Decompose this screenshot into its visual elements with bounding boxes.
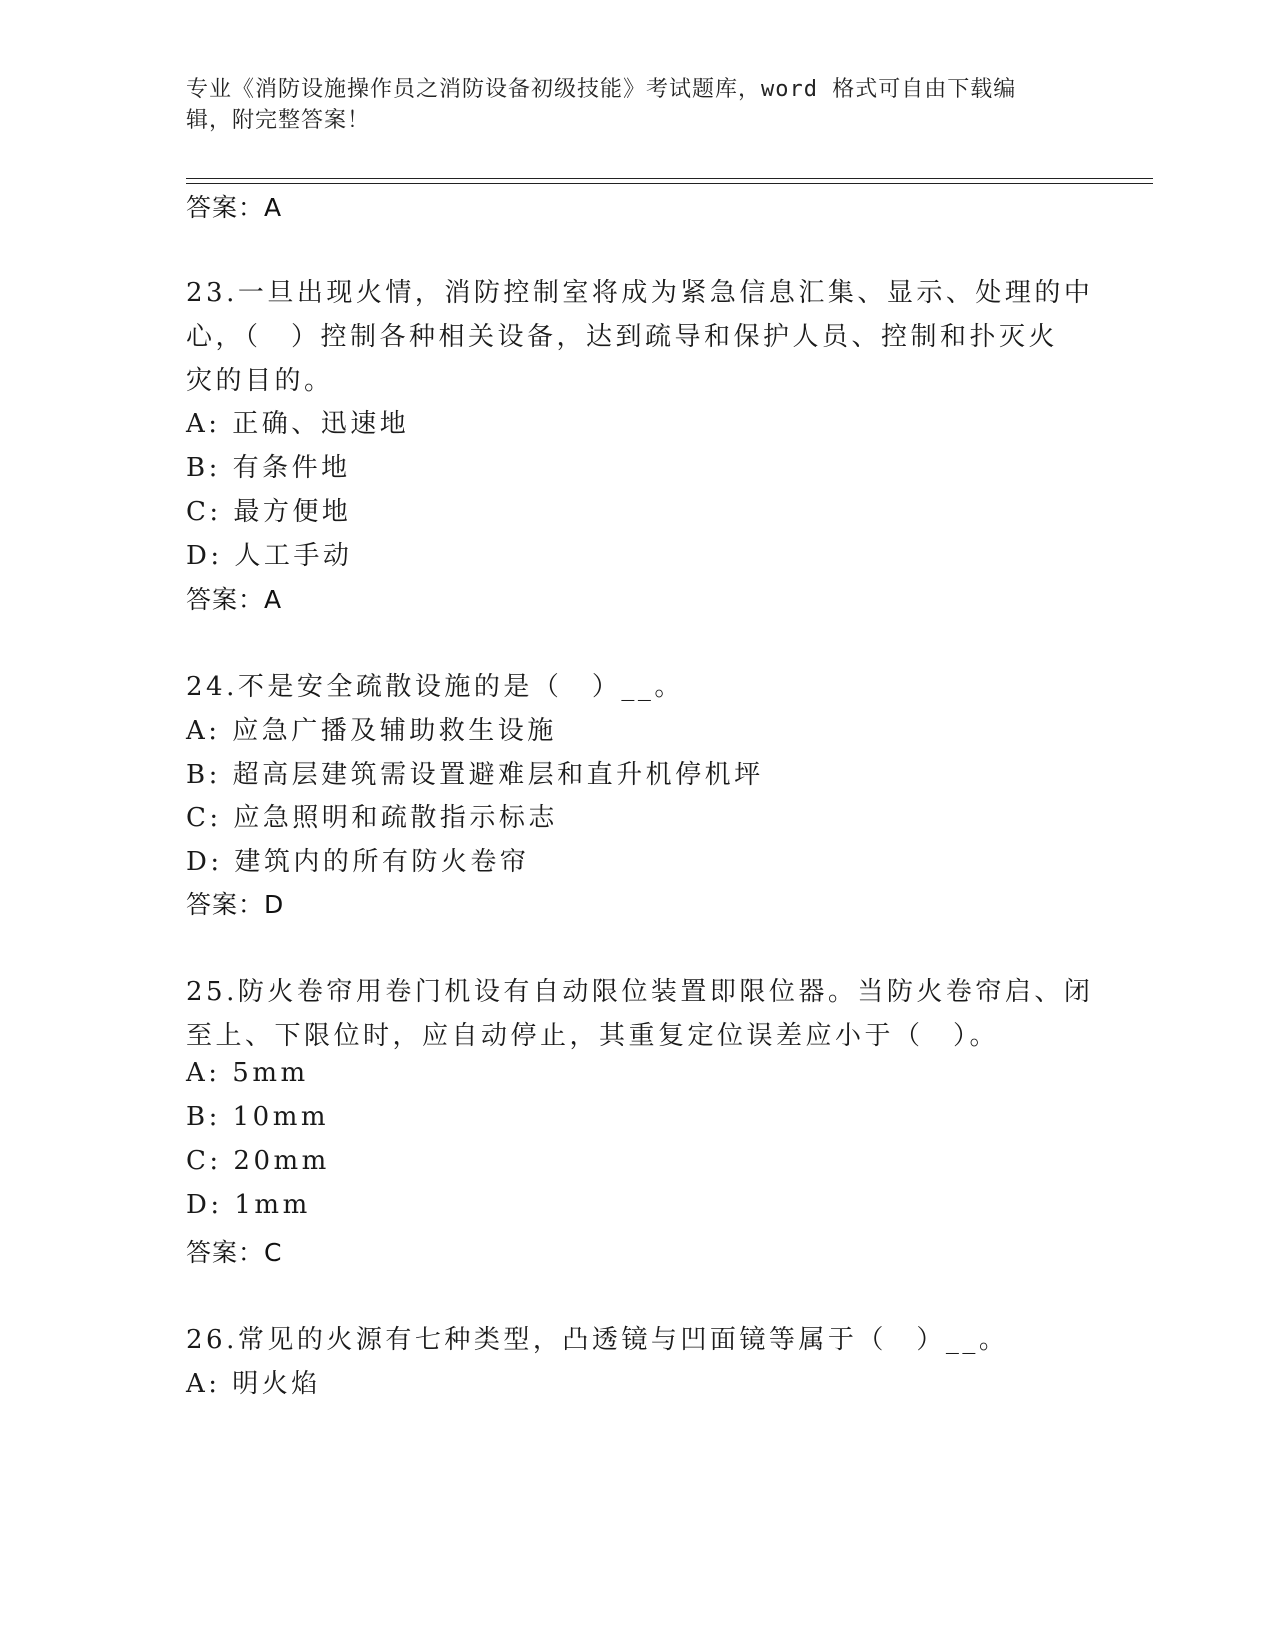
previous-answer: 答案：A bbox=[186, 193, 283, 222]
question-25-option-d: D: 1mm bbox=[186, 1190, 311, 1220]
question-23-option-b: B: 有条件地 bbox=[186, 453, 351, 483]
document-header bbox=[186, 74, 1066, 136]
question-26-option-a: A: 明火焰 bbox=[186, 1369, 321, 1399]
question-25-stem-line-2: 至上、下限位时，应自动停止，其重复定位误差应小于（ ）。 bbox=[186, 1021, 1000, 1051]
question-23-answer: 答案：A bbox=[186, 585, 283, 614]
question-24-option-b: B: 超高层建筑需设置避难层和直升机停机坪 bbox=[186, 760, 764, 790]
question-25-option-c: C: 20mm bbox=[186, 1146, 330, 1176]
question-25-stem-line-1: 25.防火卷帘用卷门机设有自动限位装置即限位器。当防火卷帘启、闭 bbox=[186, 977, 1094, 1007]
question-24-option-c: C: 应急照明和疏散指示标志 bbox=[186, 803, 558, 833]
question-23-option-d: D: 人工手动 bbox=[186, 541, 353, 571]
question-24-option-a: A: 应急广播及辅助救生设施 bbox=[186, 716, 557, 746]
question-24-answer: 答案：D bbox=[186, 890, 285, 919]
header-rule-top bbox=[186, 178, 1153, 179]
question-23-option-c: C: 最方便地 bbox=[186, 497, 352, 527]
question-23-stem-line-2: 心，（ ）控制各种相关设备，达到疏导和保护人员、控制和扑灭火 bbox=[186, 322, 1059, 352]
question-25-answer: 答案：C bbox=[186, 1238, 283, 1267]
question-24-stem-line-1: 24.不是安全疏散设施的是（ ）__。 bbox=[186, 672, 684, 702]
question-25-option-a: A: 5mm bbox=[186, 1058, 309, 1088]
question-26-stem-line-1: 26.常见的火源有七种类型，凸透镜与凹面镜等属于（ ）__。 bbox=[186, 1325, 1009, 1355]
header-line-1: 专业《消防设施操作员之消防设备初级技能》考试题库，word 格式可自由下载编 bbox=[186, 77, 1017, 102]
question-23-stem-line-3: 灾的目的。 bbox=[186, 366, 334, 396]
question-25-option-b: B: 10mm bbox=[186, 1102, 330, 1132]
header-line-2: 辑，附完整答案！ bbox=[186, 108, 371, 133]
header-rule-bottom bbox=[186, 183, 1153, 184]
question-24-option-d: D: 建筑内的所有防火卷帘 bbox=[186, 847, 530, 877]
question-23-option-a: A: 正确、迅速地 bbox=[186, 409, 410, 439]
question-23-stem-line-1: 23.一旦出现火情，消防控制室将成为紧急信息汇集、显示、处理的中 bbox=[186, 278, 1094, 308]
